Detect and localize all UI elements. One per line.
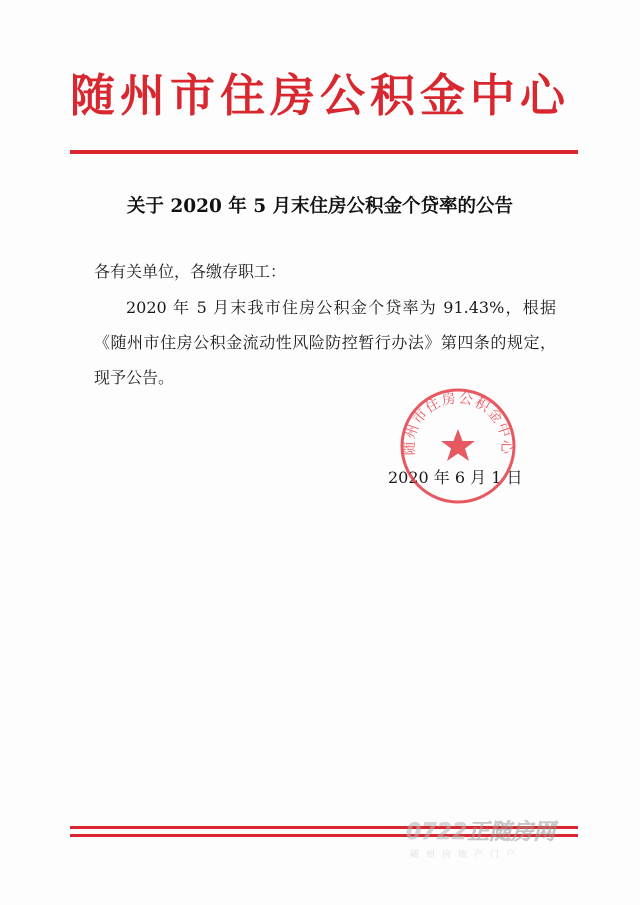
site-watermark bbox=[402, 813, 592, 861]
issue-date: 2020 年 6 月 1 日 bbox=[388, 468, 523, 487]
official-seal bbox=[397, 385, 519, 507]
letterhead-divider bbox=[70, 150, 578, 154]
svg-text:随州房地产门户: 随州房地产门户 bbox=[410, 850, 523, 860]
salutation: 各有关单位，各缴存职工： bbox=[94, 262, 287, 281]
star-icon bbox=[441, 429, 475, 461]
notice-body: 2020 年 5 月末我市住房公积金个贷率为 91.43%，根据《随州市住房公积金流动性风险防控暂行办法》第四条的规定，现予公告。 bbox=[94, 298, 556, 387]
letterhead-org-name: 随州市住房公积金中心 bbox=[69, 69, 570, 122]
svg-text:0722正随房网: 0722正随房网 bbox=[406, 820, 556, 845]
seal-text: 随州市住房公积金中心 bbox=[401, 390, 515, 456]
notice-title: 关于 2020 年 5 月末住房公积金个贷率的公告 bbox=[126, 196, 514, 217]
